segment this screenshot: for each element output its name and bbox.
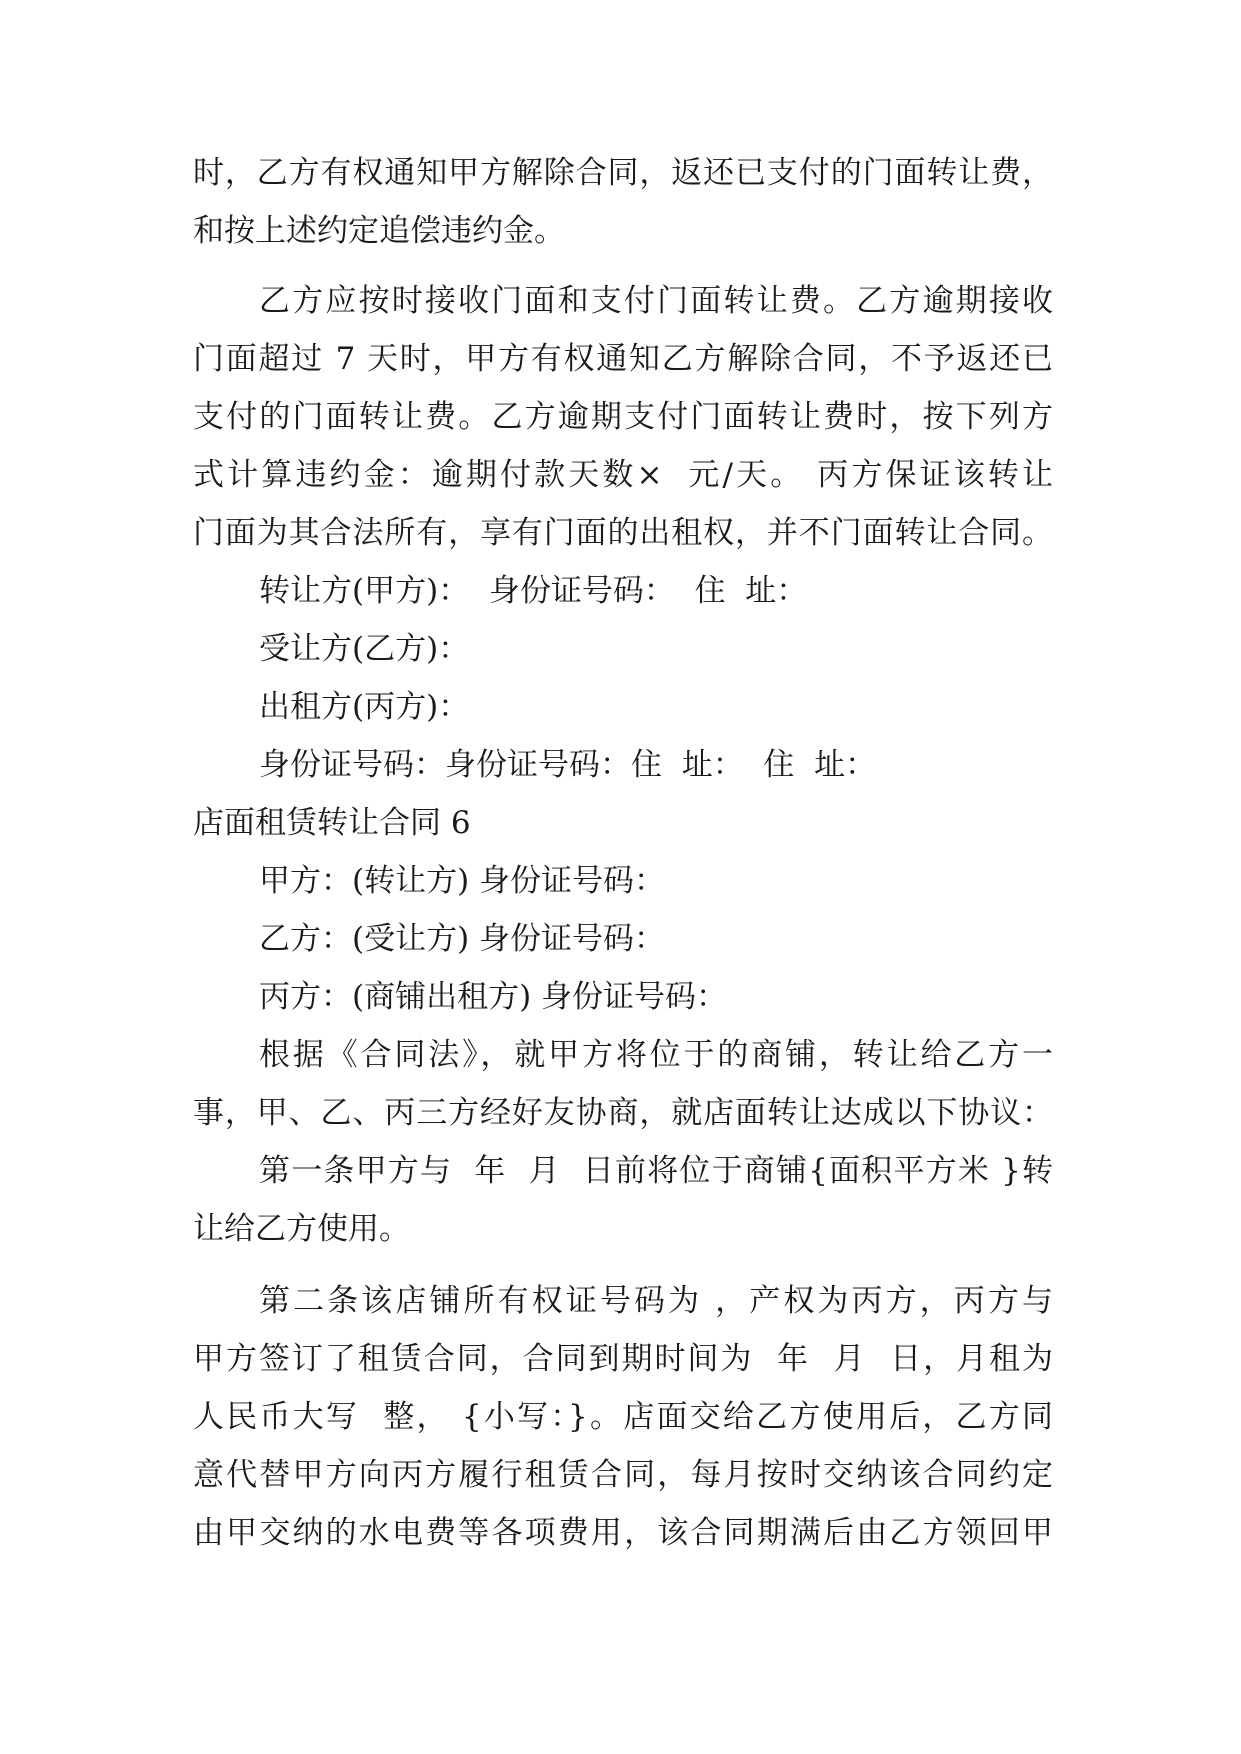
text-line: 第二条该店铺所有权证号码为 ，产权为丙方，丙方与 — [259, 1283, 1053, 1319]
text-line: 身份证号码：身份证号码：住 址： 住 址： — [259, 747, 877, 783]
text-line: 人民币大写 整， {小写：}。店面交给乙方使用后，乙方同 — [193, 1399, 1053, 1435]
text-line: 支付的门面转让费。乙方逾期支付门面转让费时，按下列方 — [193, 399, 1053, 435]
text-line: 和按上述约定追偿违约金。 — [193, 213, 565, 249]
text-line: 门面为其合法所有，享有门面的出租权，并不门面转让合同。 — [193, 515, 1053, 551]
text-line: 丙方：(商铺出租方) 身份证号码： — [259, 979, 728, 1015]
text-line: 出租方(丙方)： — [259, 689, 470, 725]
text-line: 让给乙方使用。 — [193, 1211, 410, 1247]
text-line: 甲方：(转让方) 身份证号码： — [259, 863, 666, 899]
text-line: 第一条甲方与 年 月 日前将位于商铺{面积平方米 }转 — [259, 1153, 1053, 1189]
text-line: 甲方签订了租赁合同，合同到期时间为 年 月 日，月租为 — [193, 1341, 1053, 1377]
text-line: 意代替甲方向丙方履行租赁合同，每月按时交纳该合同约定 — [193, 1457, 1053, 1493]
text-line: 由甲交纳的水电费等各项费用，该合同期满后由乙方领回甲 — [193, 1515, 1053, 1551]
text-line: 受让方(乙方)： — [259, 631, 470, 667]
text-line: 乙方应按时接收门面和支付门面转让费。乙方逾期接收 — [259, 283, 1053, 319]
text-line: 事，甲、乙、丙三方经好友协商，就店面转让达成以下协议： — [193, 1095, 1053, 1131]
text-line: 门面超过 7 天时，甲方有权通知乙方解除合同，不予返还已 — [193, 341, 1053, 377]
text-line: 式计算违约金：逾期付款天数× 元/天。 丙方保证该转让 — [193, 457, 1053, 493]
section-heading: 店面租赁转让合同 6 — [193, 805, 471, 841]
text-line: 根据《合同法》，就甲方将位于的商铺，转让给乙方一 — [259, 1037, 1053, 1073]
text-line: 时，乙方有权通知甲方解除合同，返还已支付的门面转让费， — [193, 155, 1053, 191]
text-line: 转让方(甲方)： 身份证号码： 住 址： — [259, 573, 808, 609]
text-line: 乙方：(受让方) 身份证号码： — [259, 921, 666, 957]
